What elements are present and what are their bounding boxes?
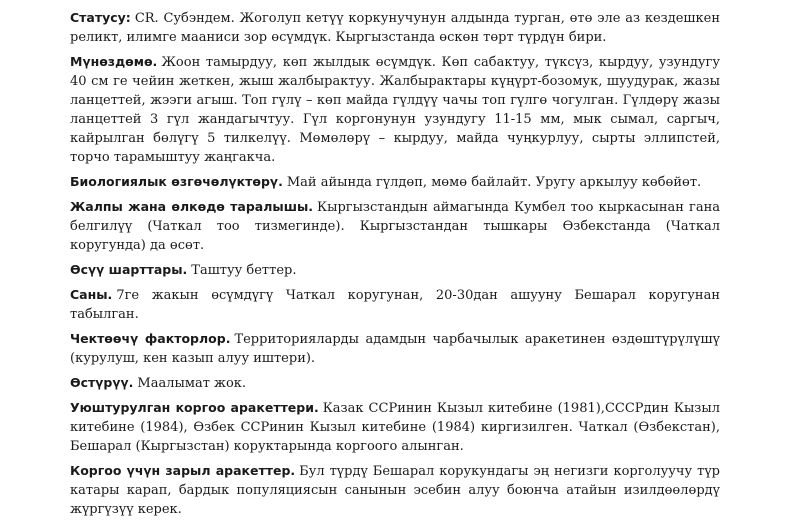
section-text-cultivation: Маалымат жок. xyxy=(137,376,247,391)
section-text-protection-measures: Казак ССРинин Кызыл китебине (1981),СССРдин Кызыл китебине (1984), Өзбек ССРинин Кызыл китебине (1984) киргизилген. Чаткал (Өзбекстан), Бешарал (Кыргызстан) коруктарында коргоого алынган. xyxy=(70,401,720,454)
section-description xyxy=(70,52,720,167)
section-text-biology: Май айында гүлдөп, мөмө байлайт. Уругу аркылуу көбөйөт. xyxy=(286,175,702,190)
section-required-actions xyxy=(70,461,720,519)
species-description-document xyxy=(70,8,720,524)
section-label-limiting-factors: Чектөөчү факторлор. xyxy=(70,331,231,346)
section-label-biology: Биологиялык өзгөчөлүктөрү. xyxy=(70,174,283,189)
section-text-habitat: Таштуу беттер. xyxy=(191,263,297,278)
section-limiting-factors xyxy=(70,329,720,368)
section-cultivation xyxy=(70,373,720,393)
section-label-cultivation: Өстүрүү. xyxy=(70,375,134,390)
section-label-required-actions: Коргоо үчүн зарыл аракеттер. xyxy=(70,463,296,478)
section-protection-measures xyxy=(70,398,720,456)
section-label-population: Саны. xyxy=(70,287,113,302)
section-text-population: 7ге жакын өсүмдүгү Чаткал коругунан, 20-30дан ашууну Бешарал коругунан табылган. xyxy=(70,288,720,322)
section-text-distribution: Кыргызстандын аймагында Кумбел тоо кыркасынан гана белгилүү (Чаткал тоо тизмегинде). Кыргызстандан тышкары Өзбекстанда (Чаткал коругунда) да өсөт. xyxy=(70,200,720,253)
section-label-distribution: Жалпы жана өлкөдө таралышы. xyxy=(70,199,314,214)
section-text-status: CR. Субэндем. Жоголуп кетүү коркунучунун алдында турган, өтө эле аз кездешкен реликт, илимге мааниси зор өсүмдүк. Кыргызстанда өскөн төрт түрдүн бири. xyxy=(70,11,720,45)
section-status xyxy=(70,8,720,47)
section-biology xyxy=(70,172,720,192)
section-population xyxy=(70,285,720,324)
section-text-limiting-factors: Территорияларды адамдын чарбачылык аракетинен өздөштүрүлүшү (курулуш, кен казып алуу иштери). xyxy=(70,332,720,366)
section-distribution xyxy=(70,197,720,255)
section-text-description: Жоон тамырдуу, көп жылдык өсүмдүк. Көп сабактуу, түксүз, кырдуу, узундугу 40 см ге чейин жеткен, жыш жалбырактуу. Жалбырактары күңүрт-бозомук, шуудурак, жазы ланцеттей, жээги агыш. Топ гүлү – көп майда гүлдүү чачы топ гүлгө чогулган. Гүлдөрү жазы ланцеттей 3 гүл жандагычтуу. Гүл коргонунун узундугу 11-15 мм, мык сымал, саргыч, кайрылган бөлүгү 5 тилкелүү. Мөмөлөрү – кырдуу, майда чуңкурлуу, сырты эллипстей, торчо тарамыштуу жаңгакча. xyxy=(70,55,720,165)
section-habitat xyxy=(70,260,720,280)
section-label-protection-measures: Уюштурулган коргоо аракеттери. xyxy=(70,400,319,415)
section-label-habitat: Өсүү шарттары. xyxy=(70,262,188,277)
section-label-description: Мүнөздөмө. xyxy=(70,54,158,69)
section-label-status: Статусу: xyxy=(70,10,131,25)
section-text-required-actions: Бул түрдү Бешарал корукундагы эң негизги корголуучу түр катары карап, бардык популяциясын санынын эсебин алуу боюнча атайын изилдөөлөрдү жүргүзүү керек. xyxy=(70,464,721,517)
